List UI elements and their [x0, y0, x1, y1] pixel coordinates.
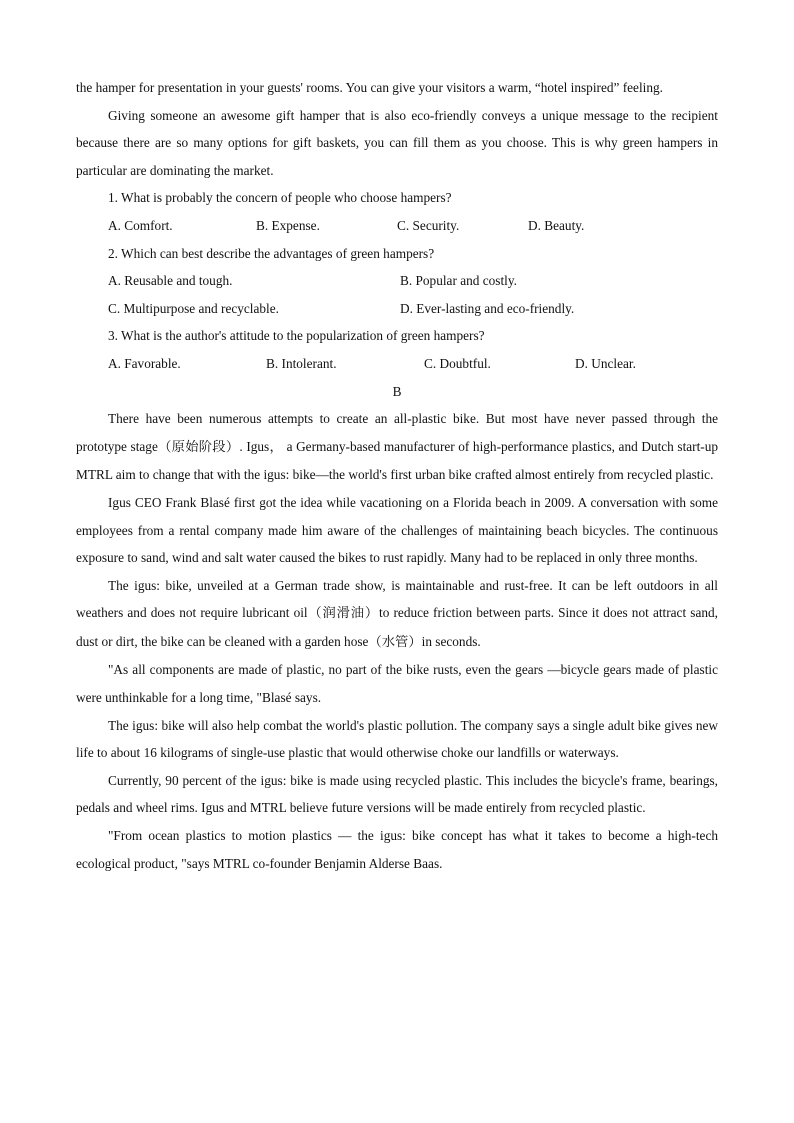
- passage-b-paragraph: "From ocean plastics to motion plastics — the igus: bike concept has what it takes to become a high-tech ecological product, "says MTRL co-founder Benjamin Alderse Baas.: [76, 828, 718, 871]
- option: B. Popular and costly.: [400, 273, 517, 289]
- option: C. Multipurpose and recyclable.: [108, 300, 279, 316]
- passage-b-paragraph: Currently, 90 percent of the igus: bike is made using recycled plastic. This includes the bicycle's frame, bearings, pedals and wheel rims. Igus and MTRL believe future versions will be made entirely from recycled plastic.: [76, 772, 718, 816]
- option: C. Doubtful.: [424, 355, 491, 371]
- passage-b-paragraph: [76, 405, 718, 489]
- option: D. Beauty.: [528, 217, 585, 233]
- question-options: [76, 212, 718, 240]
- question-stem: 3. What is the author's attitude to the popularization of green hampers?: [108, 328, 485, 344]
- passage-b-paragraph: [76, 572, 718, 657]
- option: B. Intolerant.: [266, 355, 337, 371]
- option: A. Comfort.: [108, 217, 173, 233]
- passage-b-paragraph: "As all components are made of plastic, no part of the bike rusts, even the gears —bicycle gears made of plastic were unthinkable for a long time, "Blasé says.: [76, 662, 718, 706]
- text-run: There have been numerous attempts to create an all-plastic bike. But most have never passed through the prototype stage: [76, 411, 718, 454]
- question-options: [76, 350, 718, 378]
- option: D. Ever-lasting and eco-friendly.: [400, 300, 575, 316]
- question-options: [76, 295, 718, 323]
- option: D. Unclear.: [575, 355, 636, 371]
- option: A. Reusable and tough.: [108, 273, 233, 289]
- section-heading: B: [392, 383, 402, 399]
- passage-a-paragraph: the hamper for presentation in your guests' rooms. You can give your visitors a warm, “hotel inspired” feeling.: [76, 80, 663, 95]
- cjk-gloss: （润滑油）: [307, 606, 379, 622]
- passage-b-paragraph: The igus: bike will also help combat the world's plastic pollution. The company says a single adult bike gives new life to about 16 kilograms of single-use plastic that would otherwise choke our landfills or waterways.: [76, 717, 718, 761]
- option: B. Expense.: [256, 217, 320, 233]
- text-run: to reduce friction between parts. Since it does not attract sand, dust or dirt, the bike can be cleaned with a garden hose: [76, 605, 718, 649]
- text-run: The igus: bike, unveiled at a German trade show, is maintainable and rust-free. It can be left outdoors in all weathers and does not require lubricant oil: [76, 577, 718, 621]
- cjk-gloss: （水管）: [368, 634, 422, 650]
- option: C. Security.: [397, 217, 460, 233]
- question-stem: 2. Which can best describe the advantages of green hampers?: [108, 245, 435, 261]
- question-options: [76, 267, 718, 295]
- text-run: in seconds.: [421, 633, 481, 649]
- text-run: . Igus， a Germany-based manufacturer of high-performance plastics, and Dutch start-up MTRL aim to change that with the igus: bike—the world's first urban bike crafted almost entirely from recycled plastic.: [76, 438, 719, 483]
- passage-b-paragraph: Igus CEO Frank Blasé first got the idea while vacationing on a Florida beach in 2009. A conversation with some employees from a rental company made him aware of the challenges of maintaining beach bicycles. The continuous exposure to sand, wind and salt water caused the bikes to rust rapidly. Many had to be replaced in only three months.: [76, 494, 718, 566]
- passage-a-paragraph: Giving someone an awesome gift hamper that is also eco-friendly conveys a unique message to the recipient because there are so many options for gift baskets, you can fill them as you choose. This is why green hampers in particular are dominating the market.: [76, 107, 718, 178]
- document-body: [76, 74, 718, 877]
- option: A. Favorable.: [108, 355, 181, 371]
- cjk-gloss: （原始阶段）: [157, 439, 240, 455]
- question-stem: 1. What is probably the concern of people who choose hampers?: [108, 190, 452, 206]
